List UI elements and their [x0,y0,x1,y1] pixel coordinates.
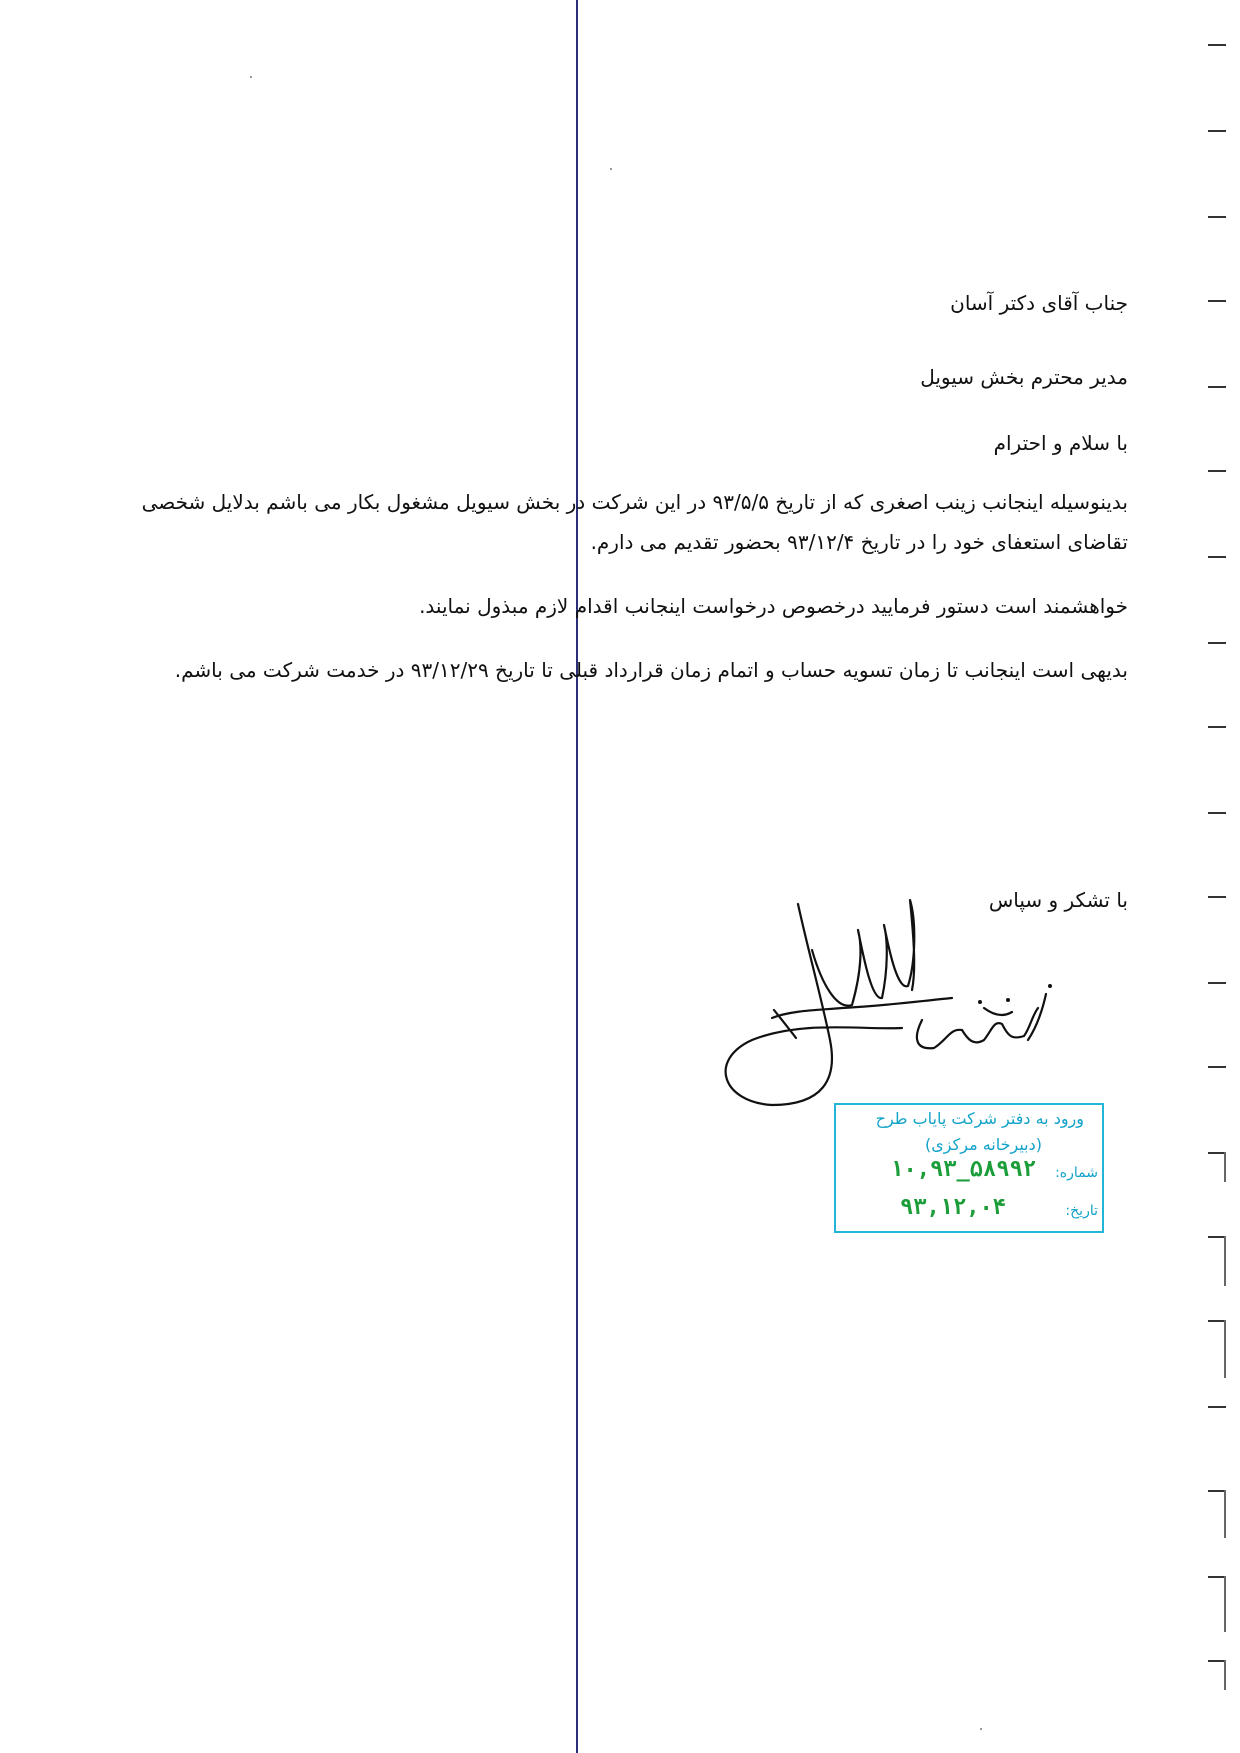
stamp-number-value: ۱۰,۹۳_۵۸۹۹۲ [890,1157,1036,1182]
stamp-number-label: شماره: [1055,1165,1098,1181]
greeting: با سلام و احترام [993,431,1128,455]
stamp-date-label: تاریخ: [1065,1203,1098,1219]
paragraph-service-term: بدیهی است اینجانب تا زمان تسویه حساب و اتمام زمان قرارداد قبلی تا تاریخ ۹۳/۱۲/۲۹ در خدمت شرکت می باشم. [174,658,1128,682]
addressee-title: مدیر محترم بخش سیویل [920,365,1128,389]
stamp-subtitle: (دبیرخانه مرکزی) [925,1135,1042,1154]
margin-ticks [1180,0,1240,1753]
paragraph-request: خواهشمند است دستور فرمایید درخصوص درخواست اینجانب اقدام لازم مبذول نمایند. [419,594,1128,618]
registry-stamp [834,1103,1104,1233]
closing-text: با تشکر و سپاس [988,888,1128,912]
handwritten-signature [712,890,1082,1135]
paragraph-resignation: بدینوسیله اینجانب زینب اصغری که از تاریخ ۹۳/۵/۵ در این شرکت در بخش سیویل مشغول بکار می باشم بدلایل شخصی تقاضای استعفای خود را در تاریخ ۹۳/۱۲/۴ بحضور تقدیم می دارم. [141,490,1128,554]
fold-line [576,0,578,1753]
stamp-title: ورود به دفتر شرکت پایاب طرح [875,1109,1084,1128]
letter-body [138,288,1128,690]
addressee: جناب آقای دکتر آسان [950,291,1128,315]
stamp-date-value: ۹۳,۱۲,۰۴ [900,1195,1006,1220]
